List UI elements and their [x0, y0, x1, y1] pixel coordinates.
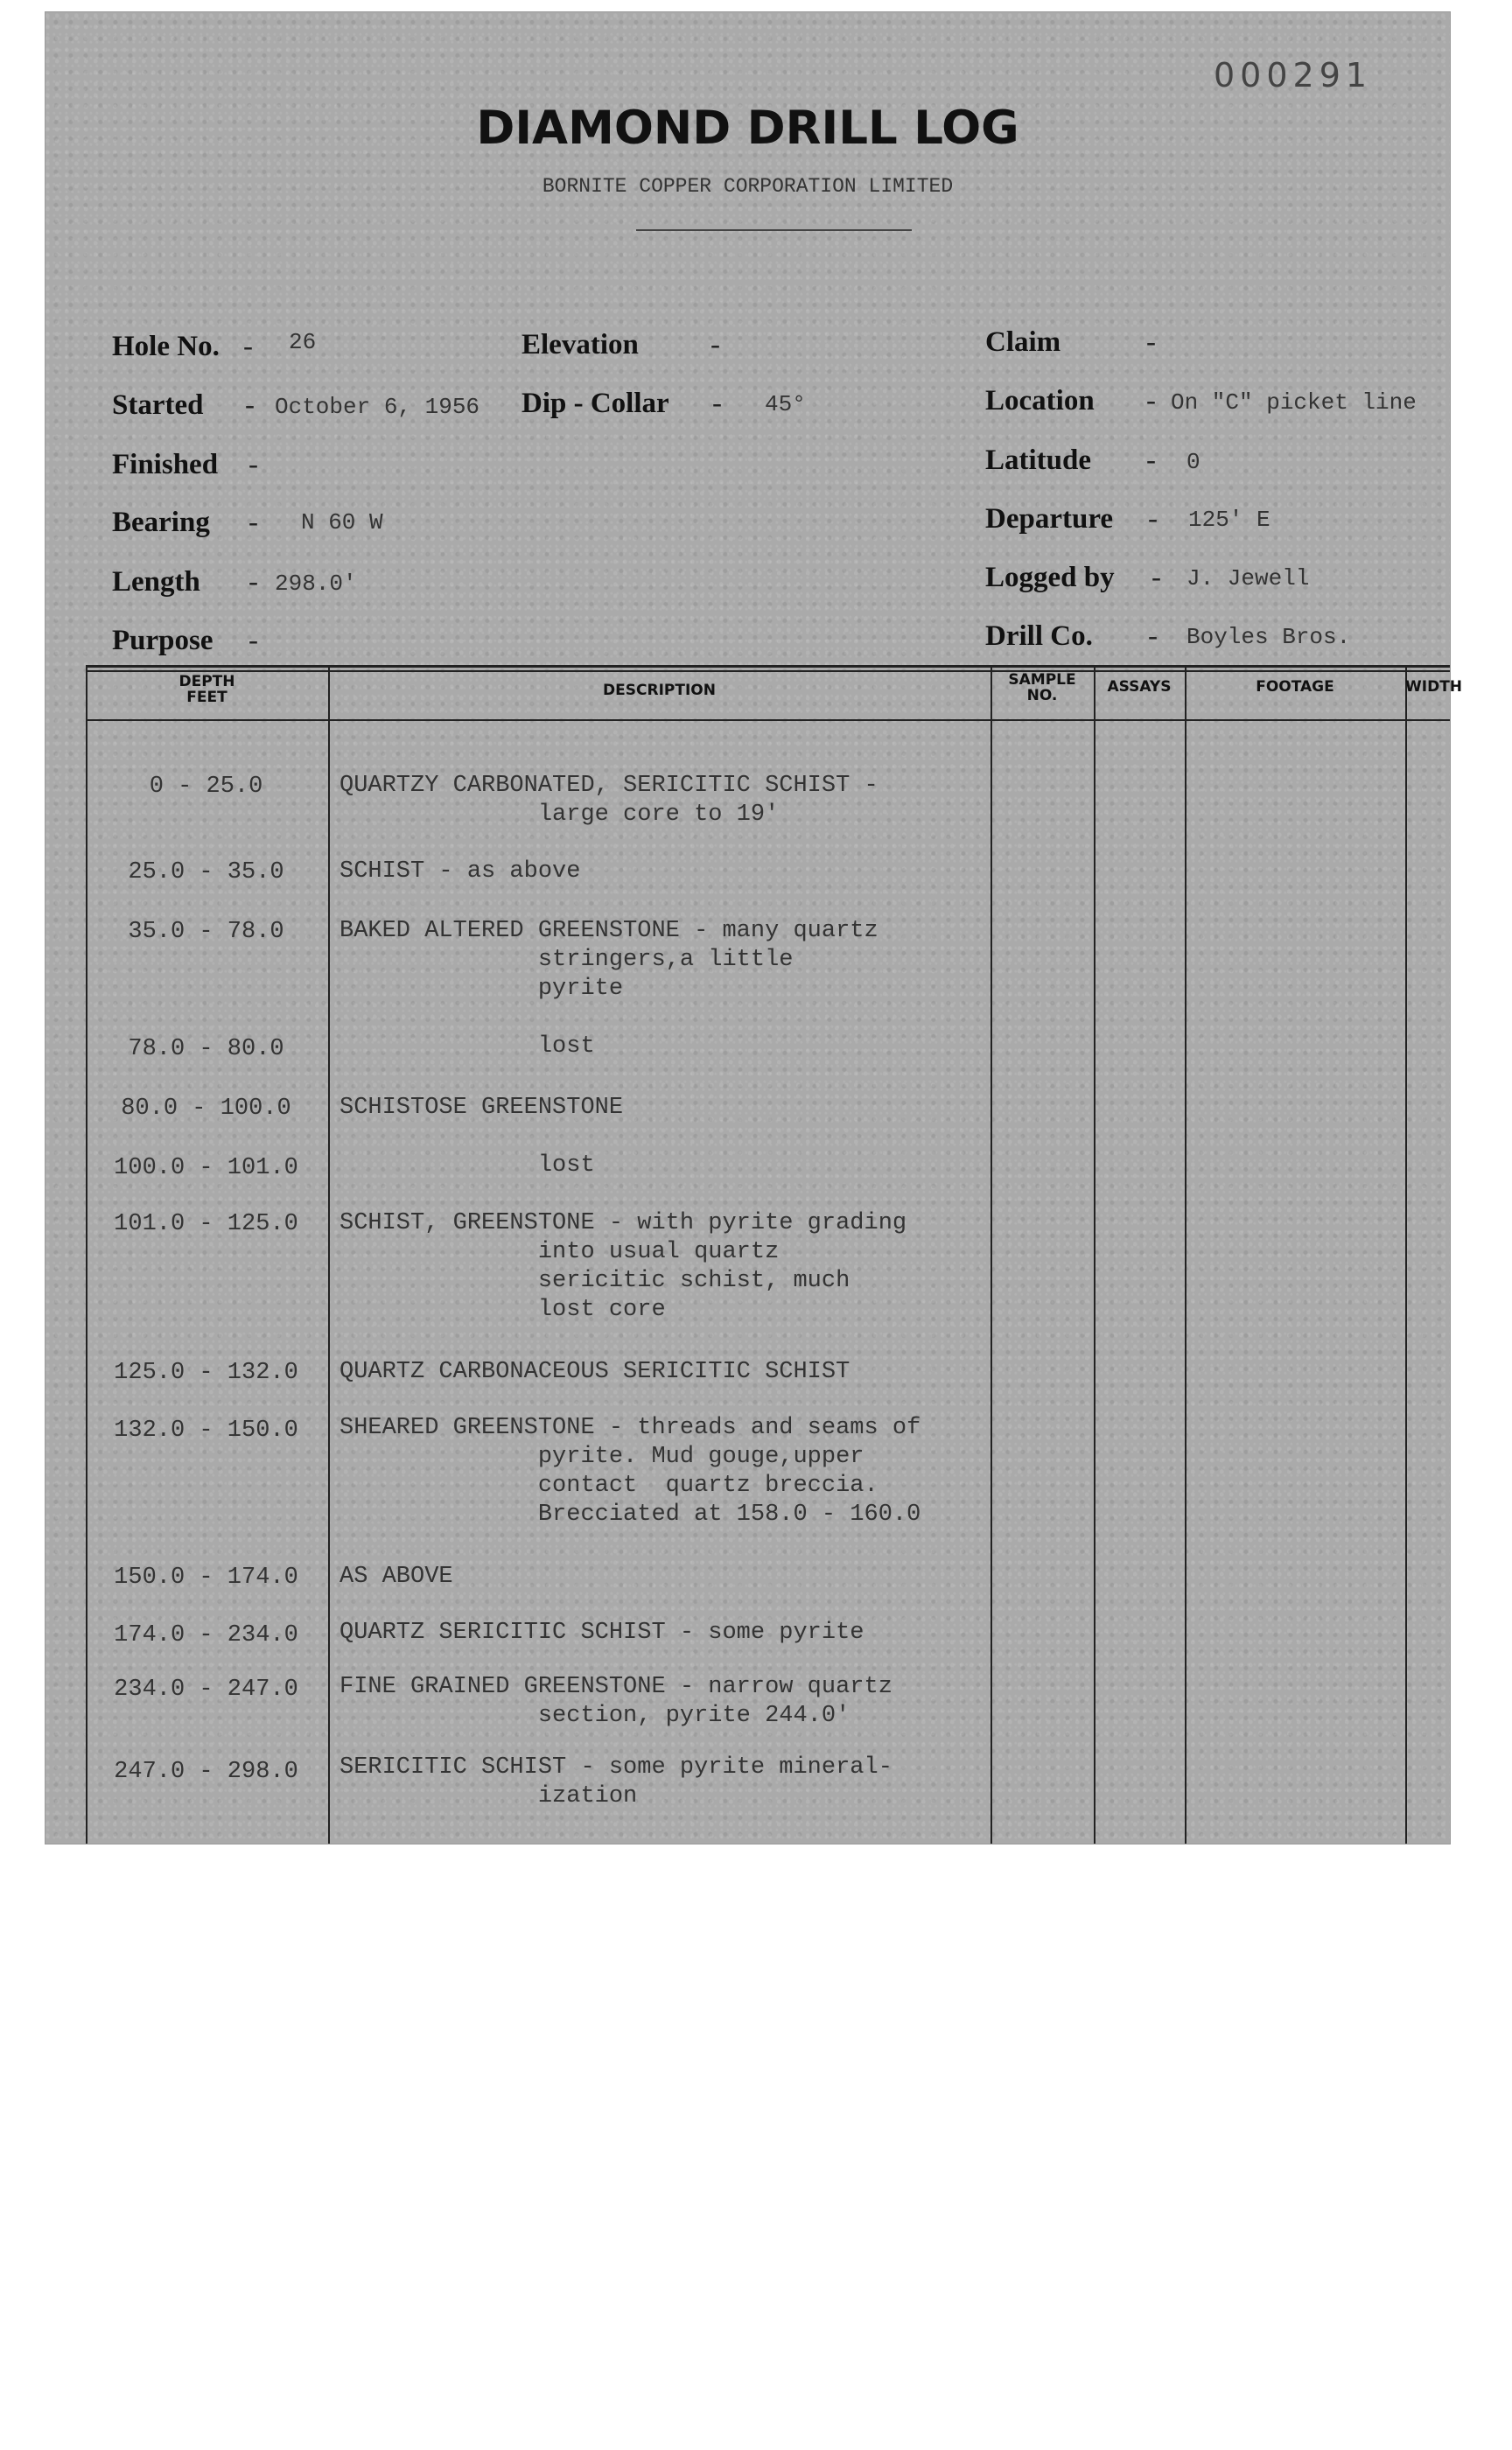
- table-header-rule: [86, 719, 1450, 721]
- purpose-dash: -: [248, 625, 258, 656]
- logged-by-label: Logged by: [985, 562, 1115, 593]
- finished-dash: -: [248, 449, 258, 480]
- drill-co-value: Boyles Bros.: [1186, 624, 1351, 650]
- row-description: lost: [340, 1033, 595, 1060]
- departure-dash: -: [1148, 503, 1158, 535]
- drill-log-sheet: [46, 12, 1463, 1844]
- elevation-dash: -: [710, 329, 720, 360]
- elevation-label: Elevation: [522, 329, 639, 360]
- document-number: 000291: [1214, 56, 1373, 94]
- bearing-dash: -: [248, 507, 258, 538]
- claim-label: Claim: [985, 326, 1061, 358]
- row-description: SERICITIC SCHIST - some pyrite mineral- ization: [340, 1754, 892, 1810]
- length-label: Length: [112, 566, 200, 598]
- logged-by-value: J. Jewell: [1186, 565, 1310, 592]
- claim-dash: -: [1146, 326, 1156, 358]
- col-header-assays: ASSAYS: [1107, 678, 1172, 696]
- row-depth: 101.0 - 125.0: [114, 1211, 298, 1237]
- dip-collar-value: 45°: [765, 391, 806, 417]
- row-description: FINE GRAINED GREENSTONE - narrow quartz section, pyrite 244.0': [340, 1674, 892, 1729]
- title-divider: [636, 229, 912, 231]
- col-divider-assays: [1185, 665, 1186, 1844]
- hole-no-dash: -: [243, 331, 253, 362]
- finished-label: Finished: [112, 449, 219, 480]
- row-description: QUARTZY CARBONATED, SERICITIC SCHIST - large core to 19': [340, 773, 878, 828]
- row-depth: 78.0 - 80.0: [128, 1036, 284, 1062]
- col-divider-footage: [1405, 665, 1407, 1844]
- row-depth: 132.0 - 150.0: [114, 1418, 298, 1444]
- drill-log-table: [86, 665, 1463, 1844]
- logged-by-dash: -: [1152, 562, 1161, 593]
- row-depth: 80.0 - 100.0: [121, 1096, 291, 1122]
- col-divider-depth: [328, 665, 330, 1844]
- bearing-label: Bearing: [112, 507, 210, 538]
- departure-value: 125' E: [1188, 507, 1270, 533]
- location-value: On "C" picket line: [1171, 389, 1417, 416]
- row-description: SCHIST, GREENSTONE - with pyrite grading into usual quartz sericitic schist, much lost core: [340, 1210, 907, 1323]
- bearing-value: N 60 W: [301, 509, 383, 536]
- row-description: SHEARED GREENSTONE - threads and seams of pyrite. Mud gouge,upper contact quartz breccia. Brecciated at 158.0 - 160.0: [340, 1415, 921, 1528]
- col-header-sample-line2: NO.: [1026, 687, 1058, 704]
- row-description: SCHISTOSE GREENSTONE: [340, 1095, 624, 1121]
- row-depth: 100.0 - 101.0: [114, 1155, 298, 1181]
- col-divider-sample: [1094, 665, 1096, 1844]
- row-depth: 0 - 25.0: [149, 774, 263, 800]
- dip-collar-dash: -: [712, 388, 722, 419]
- row-description: lost: [340, 1152, 595, 1179]
- hole-no-label: Hole No.: [112, 331, 220, 362]
- row-depth: 234.0 - 247.0: [114, 1676, 298, 1703]
- table-left-border: [86, 665, 88, 1844]
- location-label: Location: [985, 385, 1095, 416]
- row-description: SCHIST - as above: [340, 858, 581, 885]
- purpose-label: Purpose: [112, 625, 214, 656]
- started-label: Started: [112, 389, 204, 421]
- table-top-rule: [86, 665, 1450, 668]
- hole-no-value: 26: [289, 329, 317, 355]
- length-dash: -: [248, 566, 258, 598]
- col-divider-description: [990, 665, 992, 1844]
- started-dash: -: [245, 389, 255, 421]
- row-depth: 125.0 - 132.0: [114, 1360, 298, 1386]
- col-header-depth-line1: DEPTH: [178, 673, 235, 690]
- row-depth: 150.0 - 174.0: [114, 1564, 298, 1591]
- col-header-depth: [86, 674, 328, 705]
- col-header-footage: FOOTAGE: [1256, 678, 1334, 696]
- departure-label: Departure: [985, 503, 1114, 535]
- location-dash: -: [1146, 385, 1156, 416]
- table-top-rule-inner: [86, 670, 1450, 672]
- row-description: QUARTZ SERICITIC SCHIST - some pyrite: [340, 1620, 864, 1646]
- col-header-depth-line2: FEET: [186, 689, 228, 706]
- col-header-width: WIDTH: [1405, 678, 1463, 696]
- row-description: QUARTZ CARBONACEOUS SERICITIC SCHIST: [340, 1359, 850, 1385]
- document-title: DIAMOND DRILL LOG: [476, 102, 1019, 155]
- row-description: AS ABOVE: [340, 1564, 453, 1590]
- col-header-description: DESCRIPTION: [603, 682, 716, 699]
- row-depth: 247.0 - 298.0: [114, 1759, 298, 1785]
- col-header-sample: [990, 672, 1094, 704]
- started-value: October 6, 1956: [275, 394, 480, 420]
- row-depth: 25.0 - 35.0: [128, 859, 284, 886]
- latitude-value: 0: [1186, 449, 1200, 475]
- drill-co-dash: -: [1148, 620, 1158, 652]
- dip-collar-label: Dip - Collar: [522, 388, 669, 419]
- drill-co-label: Drill Co.: [985, 620, 1093, 652]
- row-description: BAKED ALTERED GREENSTONE - many quartz stringers,a little pyrite: [340, 918, 878, 1002]
- length-value: 298.0': [275, 570, 357, 597]
- latitude-label: Latitude: [985, 444, 1092, 476]
- col-header-sample-line1: SAMPLE: [1008, 671, 1076, 689]
- row-depth: 35.0 - 78.0: [128, 919, 284, 945]
- latitude-dash: -: [1146, 444, 1156, 476]
- company-name: BORNITE COPPER CORPORATION LIMITED: [542, 175, 954, 198]
- row-depth: 174.0 - 234.0: [114, 1622, 298, 1648]
